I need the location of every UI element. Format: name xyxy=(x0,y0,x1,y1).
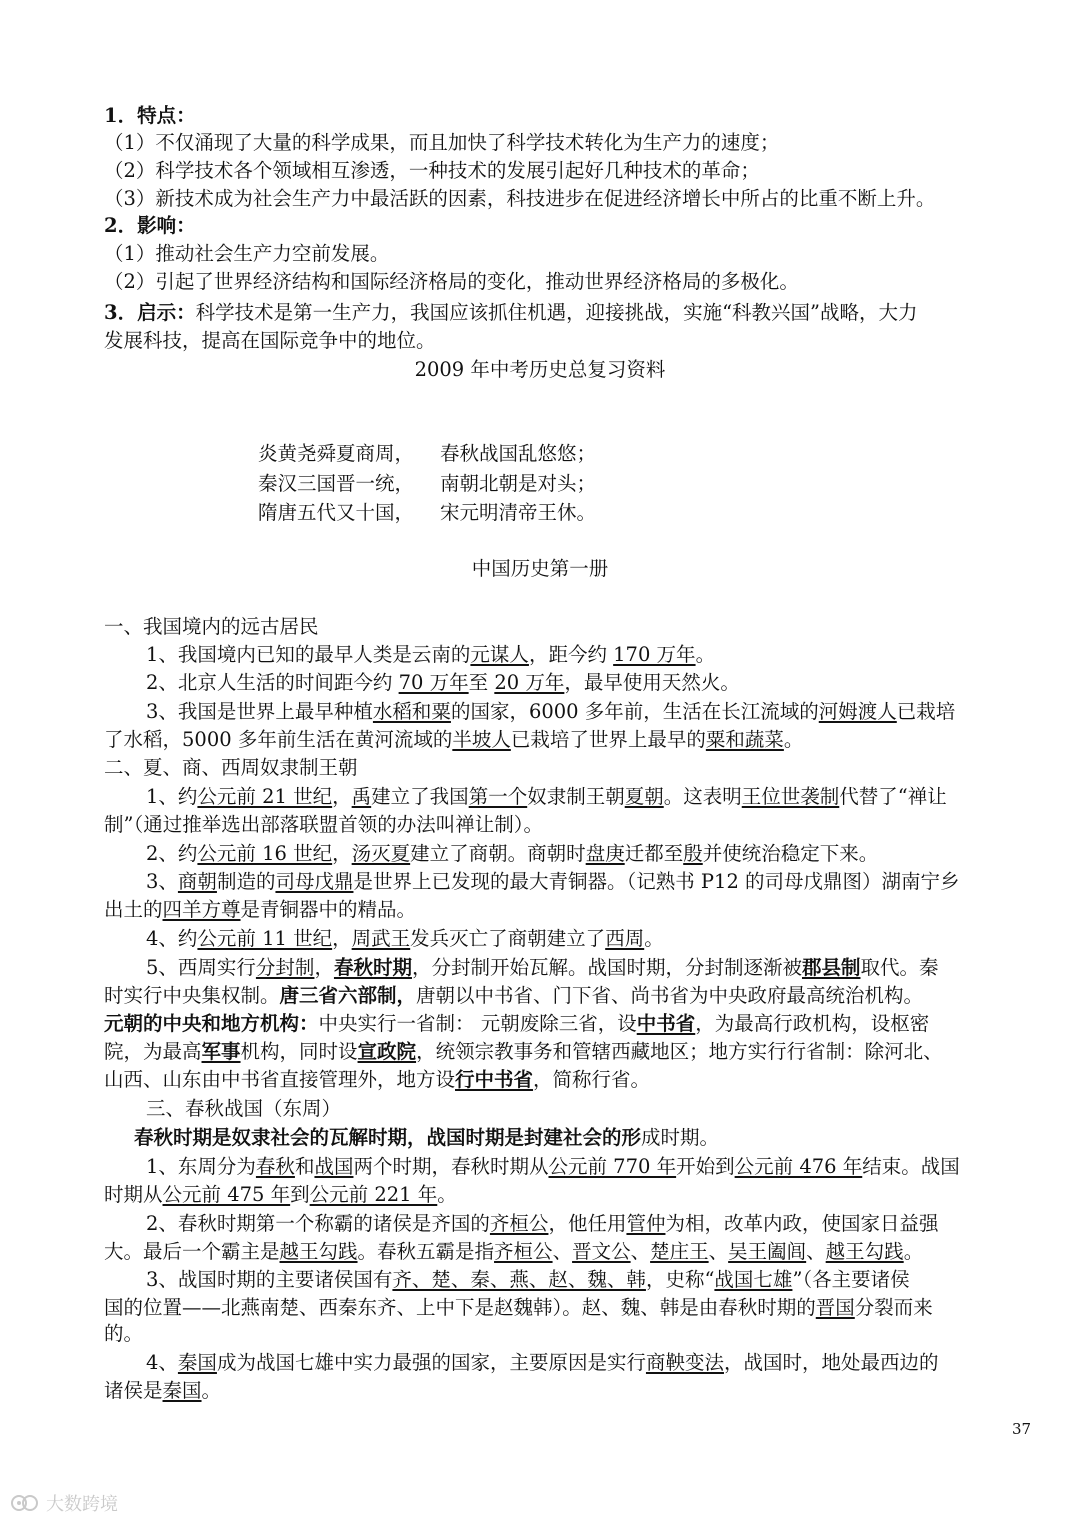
paragraph xyxy=(146,785,1076,809)
poem-half: 隋唐五代又十国， xyxy=(258,501,415,524)
text: 发兵灭亡了商朝建立了 xyxy=(410,927,606,950)
text: 成为战国七雄中实力最强的国家，主要原因是实行 xyxy=(216,1351,646,1374)
text: 。 xyxy=(644,927,664,950)
text: 2、北京人生活的时间距今约 xyxy=(146,671,399,694)
text: 院，为最高 xyxy=(104,1040,202,1063)
heading-features: 1．特点： xyxy=(104,104,196,127)
text: ，战国时，地处最西边的 xyxy=(723,1351,939,1374)
key-term: 战国七雄 xyxy=(714,1268,793,1291)
paragraph xyxy=(104,728,1034,752)
text: 3、 xyxy=(146,870,178,893)
section-title: 二、夏、商、西周奴隶制王朝 xyxy=(104,756,358,779)
paragraph: 发展科技，提高在国际竞争中的地位。 xyxy=(104,329,436,352)
text: 建立了商朝。商朝时 xyxy=(410,842,586,865)
key-term: 公元前 11 世纪 xyxy=(197,927,333,950)
key-term: 齐、楚、秦、燕、赵、魏、韩 xyxy=(392,1268,646,1291)
paragraph xyxy=(146,870,1076,894)
review-title: 2009 年中考历史总复习资料 xyxy=(414,358,666,381)
text: 5、西周实行 xyxy=(146,956,256,979)
key-term: 楚庄王 xyxy=(650,1240,709,1263)
paragraph xyxy=(104,1183,1034,1207)
text: 时期从 xyxy=(104,1183,163,1206)
key-term: 殷 xyxy=(683,842,703,865)
paragraph-inspiration xyxy=(104,301,1034,325)
key-term: 晋国 xyxy=(815,1296,855,1319)
paragraph: （2）引起了世界经济结构和国际经济格局的变化，推动世界经济格局的多极化。 xyxy=(104,270,799,293)
paragraph xyxy=(134,1126,1064,1150)
text: 、 xyxy=(708,1240,729,1263)
key-term: 宣政院 xyxy=(357,1040,417,1063)
text: 并使统治稳定下来。 xyxy=(702,842,879,865)
key-term: 公元前 770 年 xyxy=(548,1155,677,1178)
paragraph xyxy=(104,1379,1034,1403)
poem-line xyxy=(258,442,597,466)
paragraph xyxy=(146,842,1076,866)
key-term: 王位世袭制 xyxy=(741,785,840,808)
text: 。 xyxy=(201,1379,222,1402)
paragraph xyxy=(146,1155,1076,1179)
key-term: 西周 xyxy=(605,927,645,950)
key-term: 唐三省六部制， xyxy=(279,984,417,1007)
key-term: 齐桓公 xyxy=(489,1212,549,1235)
key-term: 越王勾践 xyxy=(825,1240,904,1263)
text: 诸侯是 xyxy=(104,1379,163,1402)
text: ，他任用 xyxy=(548,1212,627,1235)
paragraph xyxy=(146,643,1076,667)
text: 成时期。 xyxy=(641,1126,720,1149)
key-term: 秦国 xyxy=(162,1379,202,1402)
text: 机构，同时设 xyxy=(240,1040,358,1063)
text: 1、我国境内已知的最早人类是云南的 xyxy=(146,643,471,666)
paragraph: （2）科学技术各个领域相互渗透，一种技术的发展引起好几种技术的革命； xyxy=(104,159,760,182)
text: ，史称“ xyxy=(645,1268,715,1291)
text: 大。最后一个霸主是 xyxy=(104,1240,280,1263)
text: 的国家，6000 多年前，生活在长江流域的 xyxy=(450,700,819,723)
text: 制造的 xyxy=(216,870,276,893)
paragraph: （3）新技术成为社会生产力中最活跃的因素，科技进步在促进经济增长中所占的比重不断上升。 xyxy=(104,187,936,210)
section-title: 三、春秋战国（东周） xyxy=(146,1097,342,1120)
watermark xyxy=(10,1490,118,1516)
key-term: 战国 xyxy=(314,1155,354,1178)
poem-half: 南朝北朝是对头； xyxy=(440,472,597,495)
text: 出土的 xyxy=(104,898,163,921)
key-term: 商鞅变法 xyxy=(645,1351,724,1374)
watermark-text: 大数跨境 xyxy=(46,1494,118,1515)
key-term: 越王勾践 xyxy=(279,1240,358,1263)
text: 。 xyxy=(783,728,804,751)
key-term: 盘庚 xyxy=(585,842,625,865)
text: 奴隶制王朝 xyxy=(527,785,625,808)
paragraph xyxy=(104,1296,1034,1320)
paragraph xyxy=(146,927,1076,951)
text: ，为最高行政机构，设枢密 xyxy=(695,1012,930,1035)
paragraph xyxy=(104,1068,1034,1092)
paragraph: （1）推动社会生产力空前发展。 xyxy=(104,242,390,265)
key-term: 四羊方尊 xyxy=(162,898,241,921)
key-term: 粟和蔬菜 xyxy=(705,728,784,751)
text: 、 xyxy=(630,1240,651,1263)
poem-half: 秦汉三国晋一统， xyxy=(258,472,415,495)
key-term: 分封制 xyxy=(255,956,315,979)
text: 1、约 xyxy=(146,785,198,808)
key-term: 春秋时期 xyxy=(333,956,412,979)
key-term: 公元前 16 世纪 xyxy=(197,842,333,865)
text: 迁都至 xyxy=(624,842,684,865)
text: ， xyxy=(332,927,352,950)
poem-half: 宋元明清帝王休。 xyxy=(440,501,597,524)
key-term: 商朝 xyxy=(177,870,217,893)
text: 和 xyxy=(294,1155,315,1178)
text: 、 xyxy=(552,1240,573,1263)
paragraph: （1）不仅涌现了大量的科学成果，而且加快了科学技术转化为生产力的速度； xyxy=(104,131,780,154)
key-term: 20 万年 xyxy=(494,671,565,694)
heading-impact: 2．影响： xyxy=(104,214,196,237)
text: 3、我国是世界上最早种植 xyxy=(146,700,373,723)
text: 至 xyxy=(468,671,495,694)
paragraph xyxy=(146,1268,1076,1292)
text: ，最早使用天然火。 xyxy=(564,671,740,694)
text: ，简称行省。 xyxy=(533,1068,651,1091)
text: ，距今约 xyxy=(528,643,614,666)
key-term: 公元前 221 年 xyxy=(309,1183,438,1206)
text: 代替了“禅让 xyxy=(839,785,947,808)
text: 4、 xyxy=(146,1351,178,1374)
paragraph xyxy=(104,898,1034,922)
paragraph xyxy=(104,1012,1034,1036)
text: 为相，改革内政，使国家日益强 xyxy=(665,1212,939,1235)
text: 是青铜器中的精品。 xyxy=(240,898,417,921)
key-term: 水稻和粟 xyxy=(372,700,451,723)
text: 3、战国时期的主要诸侯国有 xyxy=(146,1268,393,1291)
page-number: 37 xyxy=(1012,1420,1032,1438)
text: 、 xyxy=(806,1240,826,1263)
text: 。 xyxy=(437,1183,457,1206)
text: 2、春秋时期第一个称霸的诸侯是齐国的 xyxy=(146,1212,490,1235)
text: 。 xyxy=(903,1240,924,1263)
key-term: 郡县制 xyxy=(801,956,861,979)
text: 结束。战国 xyxy=(862,1155,960,1178)
paragraph: 的。 xyxy=(104,1322,144,1345)
text: 分裂而来 xyxy=(854,1296,933,1319)
key-term: 公元前 475 年 xyxy=(162,1183,291,1206)
watermark-logo-icon xyxy=(10,1492,40,1514)
text: 4、约 xyxy=(146,927,198,950)
text: 是世界上已发现的最大青铜器。（记熟书 P12 的司母戊鼎图）湖南宁乡 xyxy=(353,870,960,893)
text: ， xyxy=(332,842,352,865)
paragraph: 制”（通过推举选出部落联盟首领的办法叫禅让制）。 xyxy=(104,813,543,836)
key-term: 170 万年 xyxy=(613,643,696,666)
poem-line xyxy=(258,501,597,525)
key-term: 司母戊鼎 xyxy=(275,870,354,893)
key-term: 军事 xyxy=(201,1040,241,1063)
key-term: 元朝的中央和地方机构： xyxy=(104,1012,319,1035)
paragraph xyxy=(104,1240,1034,1264)
key-term: 吴王阖闾 xyxy=(728,1240,807,1263)
text: 建立了我国 xyxy=(371,785,469,808)
key-term: 公元前 476 年 xyxy=(734,1155,863,1178)
key-term: 禹 xyxy=(351,785,372,808)
paragraph xyxy=(146,956,1076,980)
text: 中央实行一省制： 元朝废除三省，设 xyxy=(318,1012,637,1035)
text: ， xyxy=(332,785,352,808)
text: 国的位置——北燕南楚、西秦东齐、上中下是赵魏韩）。赵、魏、韩是由春秋时期的 xyxy=(104,1296,816,1319)
key-term: 元谋人 xyxy=(470,643,529,666)
paragraph xyxy=(146,671,1076,695)
poem-half: 炎黄尧舜夏商周， xyxy=(258,442,415,465)
paragraph xyxy=(104,1040,1034,1064)
key-term: 汤灭夏 xyxy=(351,842,411,865)
text: 时实行中央集权制。 xyxy=(104,984,280,1007)
key-term: 中书省 xyxy=(636,1012,696,1035)
key-term: 70 万年 xyxy=(398,671,469,694)
key-term: 周武王 xyxy=(351,927,411,950)
key-term: 半坡人 xyxy=(452,728,511,751)
text: ， xyxy=(314,956,334,979)
book-title: 中国历史第一册 xyxy=(471,557,609,580)
text: 到 xyxy=(290,1183,310,1206)
label: 3．启示： xyxy=(104,301,196,324)
key-term: 河姆渡人 xyxy=(818,700,897,723)
key-term: 公元前 21 世纪 xyxy=(197,785,333,808)
text: 科学技术是第一生产力，我国应该抓住机遇，迎接挑战，实施“科教兴国”战略，大力 xyxy=(195,301,918,324)
text: ”（各主要诸侯 xyxy=(792,1268,910,1291)
key-term: 春秋 xyxy=(255,1155,295,1178)
text: ，统领宗教事务和管辖西藏地区；地方实行行省制：除河北、 xyxy=(416,1040,943,1063)
text: 唐朝以中书省、门下省、尚书省为中央政府最高统治机构。 xyxy=(416,984,924,1007)
key-term: 晋文公 xyxy=(572,1240,631,1263)
text: 。这表明 xyxy=(663,785,742,808)
key-term: 管仲 xyxy=(626,1212,666,1235)
text: 已栽培 xyxy=(896,700,956,723)
text: ，分封制开始瓦解。战国时期，分封制逐渐被 xyxy=(411,956,802,979)
text: 已栽培了世界上最早的 xyxy=(510,728,706,751)
text: 了水稻，5000 多年前生活在黄河流域的 xyxy=(104,728,453,751)
text: 2、约 xyxy=(146,842,198,865)
text: 。春秋五霸是指 xyxy=(357,1240,495,1263)
poem-half: 春秋战国乱悠悠； xyxy=(440,442,597,465)
key-term: 春秋时期是奴隶社会的瓦解时期，战国时期是封建社会的形 xyxy=(134,1126,642,1149)
text: 开始到 xyxy=(676,1155,735,1178)
paragraph xyxy=(146,1351,1076,1375)
paragraph xyxy=(104,984,1034,1008)
text: 山西、山东由中书省直接管理外，地方设 xyxy=(104,1068,456,1091)
key-term: 齐桓公 xyxy=(494,1240,553,1263)
text: 。 xyxy=(695,643,716,666)
paragraph xyxy=(146,700,1076,724)
paragraph xyxy=(146,1212,1076,1236)
key-term: 第一个 xyxy=(468,785,528,808)
text: 取代。秦 xyxy=(860,956,939,979)
key-term: 秦国 xyxy=(177,1351,217,1374)
key-term: 行中书省 xyxy=(455,1068,534,1091)
poem-line xyxy=(258,472,597,496)
key-term: 夏朝 xyxy=(624,785,664,808)
section-title: 一、我国境内的远古居民 xyxy=(104,615,319,638)
text: 两个时期，春秋时期从 xyxy=(353,1155,549,1178)
text: 1、东周分为 xyxy=(146,1155,256,1178)
